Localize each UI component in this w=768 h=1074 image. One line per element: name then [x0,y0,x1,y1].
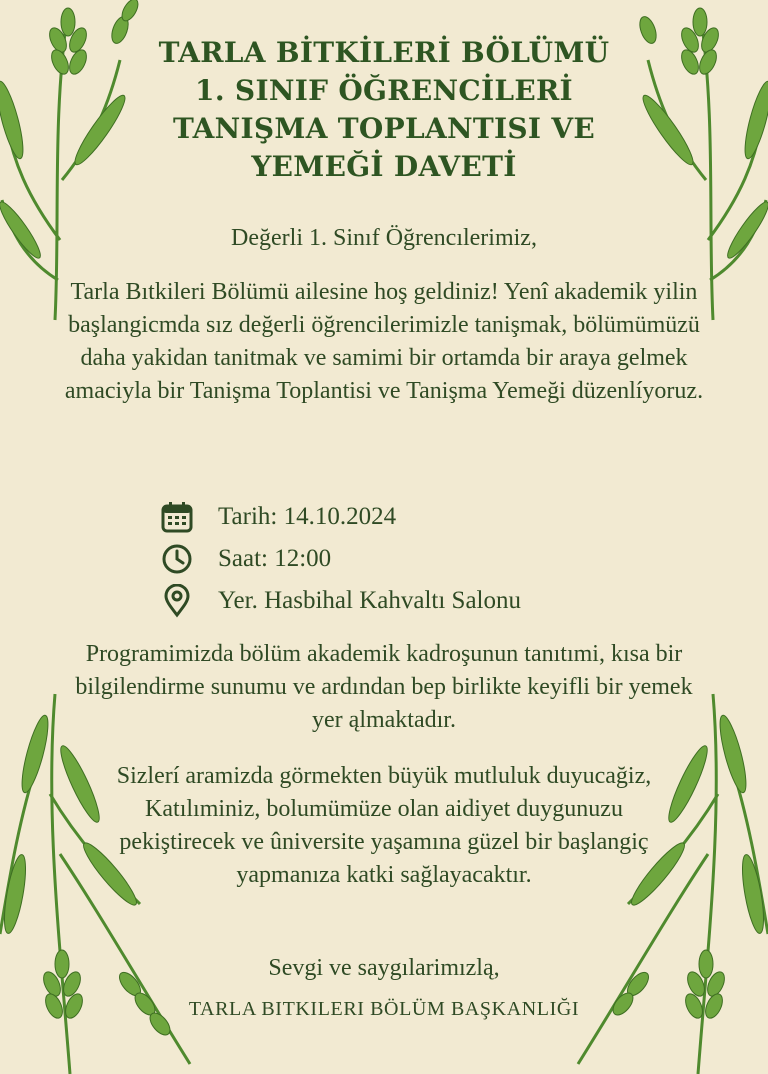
time-text: Saat: 12:00 [218,545,332,572]
program-paragraph: Programimizda bölüm akademik kadroşunun tanıtımi, kısa bir bilgilendirme sunumu ve ardından bep birlikte keyifli bir yemek yer ąlmaktadır. [75,641,693,733]
invitation-title [150,34,618,186]
intro-paragraph: Tarla Bıtkileri Bölümü ailesine hoş geldiniz! Yenî akademik yilin başlangicmda sız değerli öğrencilerimizle tanişmak, bölümümüzü daha yakidan tanitmak ve samimi bir ortamda bir araya gelmek amaciyla bir Tanişma Toplantisi ve Tanişma Yemeği düzenlíyoruz. [64,279,704,404]
location-pin-icon [160,584,194,618]
clock-icon [160,542,194,576]
location-text: Yer. Hasbihal Kahvaltı Salonu [218,587,521,614]
detail-date [160,496,660,538]
regards: Sevgi ve saygılarimızlą, [268,955,500,981]
event-details [160,496,660,622]
title-line-4: YEMEĞİ DAVETİ [251,150,517,183]
title-line-1: TARLA BİTKİLERİ BÖLÜMÜ [158,36,610,69]
calendar-icon [160,500,194,534]
greeting: Değerli 1. Sinıf Öğrencılerimiz, [231,225,537,251]
closing-paragraph: Sizlerí aramizda görmekten büyük mutluluk duyucağiz, Katılıminiz, bolumümüze olan aidiyet duygunuzu pekiştirecek ve ûniversite yaşamına güzel bir başlangiç yapmanıza katki sağlayacaktır. [116,763,652,888]
title-line-3: TANIŞMA TOPLANTISI VE [172,112,596,145]
date-text: Tarih: 14.10.2024 [218,503,397,530]
signature: TARLA BITKILERI BÖLÜM BAŞKANLIĞI [188,998,580,1020]
detail-location [160,580,660,622]
detail-time [160,538,660,580]
title-line-2: 1. SINIF ÖĞRENCİLERİ [195,74,573,107]
